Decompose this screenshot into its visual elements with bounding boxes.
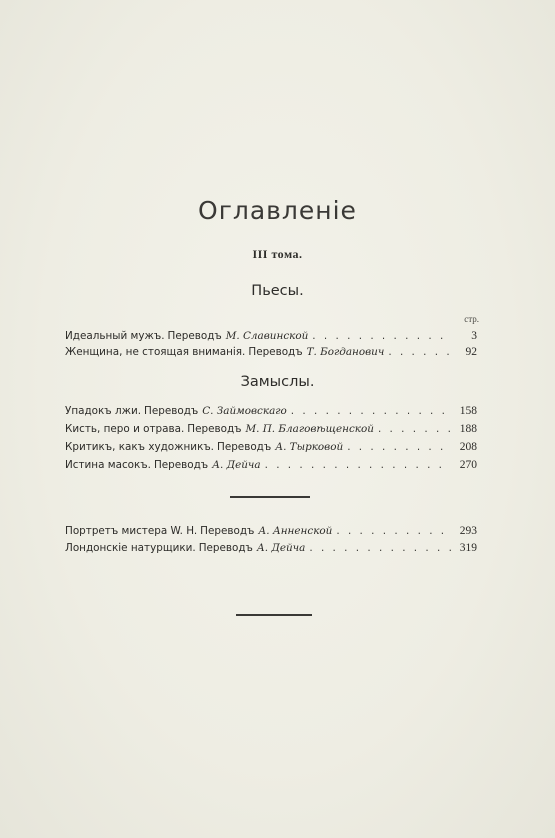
toc-entry — [65, 346, 477, 362]
page-number: 3 — [471, 330, 477, 342]
translator-label: Переводъ — [248, 346, 303, 358]
section-heading-plays: Пьесы. — [251, 283, 304, 299]
translator-label: Переводъ — [198, 542, 253, 554]
translator-name: Т. Богданович — [306, 346, 385, 358]
translator-name: А. Дейча — [212, 459, 261, 471]
dot-leader — [347, 441, 451, 453]
entry-title: Лондонскіе натурщики. — [65, 542, 196, 554]
page-number: 293 — [459, 525, 477, 537]
toc-entry — [65, 423, 477, 439]
dot-leader — [336, 525, 451, 537]
translator-label: Переводъ — [144, 405, 199, 417]
section-heading-intentions: Замыслы. — [240, 374, 315, 390]
page-number: 92 — [465, 346, 477, 358]
translator-label: Переводъ — [187, 423, 242, 435]
toc-entry — [65, 330, 477, 346]
dot-leader — [312, 330, 451, 342]
translator-label: Переводъ — [200, 525, 255, 537]
page-number: 319 — [459, 542, 477, 554]
section-divider — [230, 496, 310, 498]
dot-leader — [265, 459, 451, 471]
dot-leader — [378, 423, 451, 435]
translator-name: А. Анненской — [258, 525, 333, 537]
entry-title: Кисть, перо и отрава. — [65, 423, 185, 435]
translator-name: М. Славинской — [225, 330, 309, 342]
translator-name: А. Тырковой — [275, 441, 344, 453]
translator-name: А. Дейча — [256, 542, 306, 554]
translator-name: С. Займовскаго — [202, 405, 287, 417]
toc-entry — [65, 459, 477, 475]
page-number: 208 — [459, 441, 477, 453]
entry-title: Портретъ мистера W. H. — [65, 525, 198, 537]
translator-label: Переводъ — [167, 330, 222, 342]
page-number: 158 — [459, 405, 477, 417]
dot-leader — [388, 346, 451, 358]
page-column-header: стр. — [464, 314, 479, 324]
toc-entry — [65, 441, 477, 457]
entry-title: Истина масокъ. — [65, 459, 151, 471]
dot-leader — [309, 542, 451, 554]
entry-title: Идеальный мужъ. — [65, 330, 165, 342]
dot-leader — [291, 405, 451, 417]
toc-entry — [65, 405, 477, 421]
page-title: Оглавленіе — [198, 196, 357, 225]
page-number: 188 — [459, 423, 477, 435]
entry-title: Женщина, не стоящая вниманія. — [65, 346, 246, 358]
end-divider — [236, 614, 312, 616]
translator-name: М. П. Благовѣщенской — [245, 423, 374, 435]
toc-entry — [65, 525, 477, 541]
entry-title: Критикъ, какъ художникъ. — [65, 441, 214, 453]
translator-label: Переводъ — [153, 459, 209, 471]
volume-subtitle: III тома. — [252, 247, 303, 261]
translator-label: Переводъ — [217, 441, 272, 453]
page-number: 270 — [459, 459, 477, 471]
entry-title: Упадокъ лжи. — [65, 405, 142, 417]
toc-entry — [65, 542, 477, 558]
